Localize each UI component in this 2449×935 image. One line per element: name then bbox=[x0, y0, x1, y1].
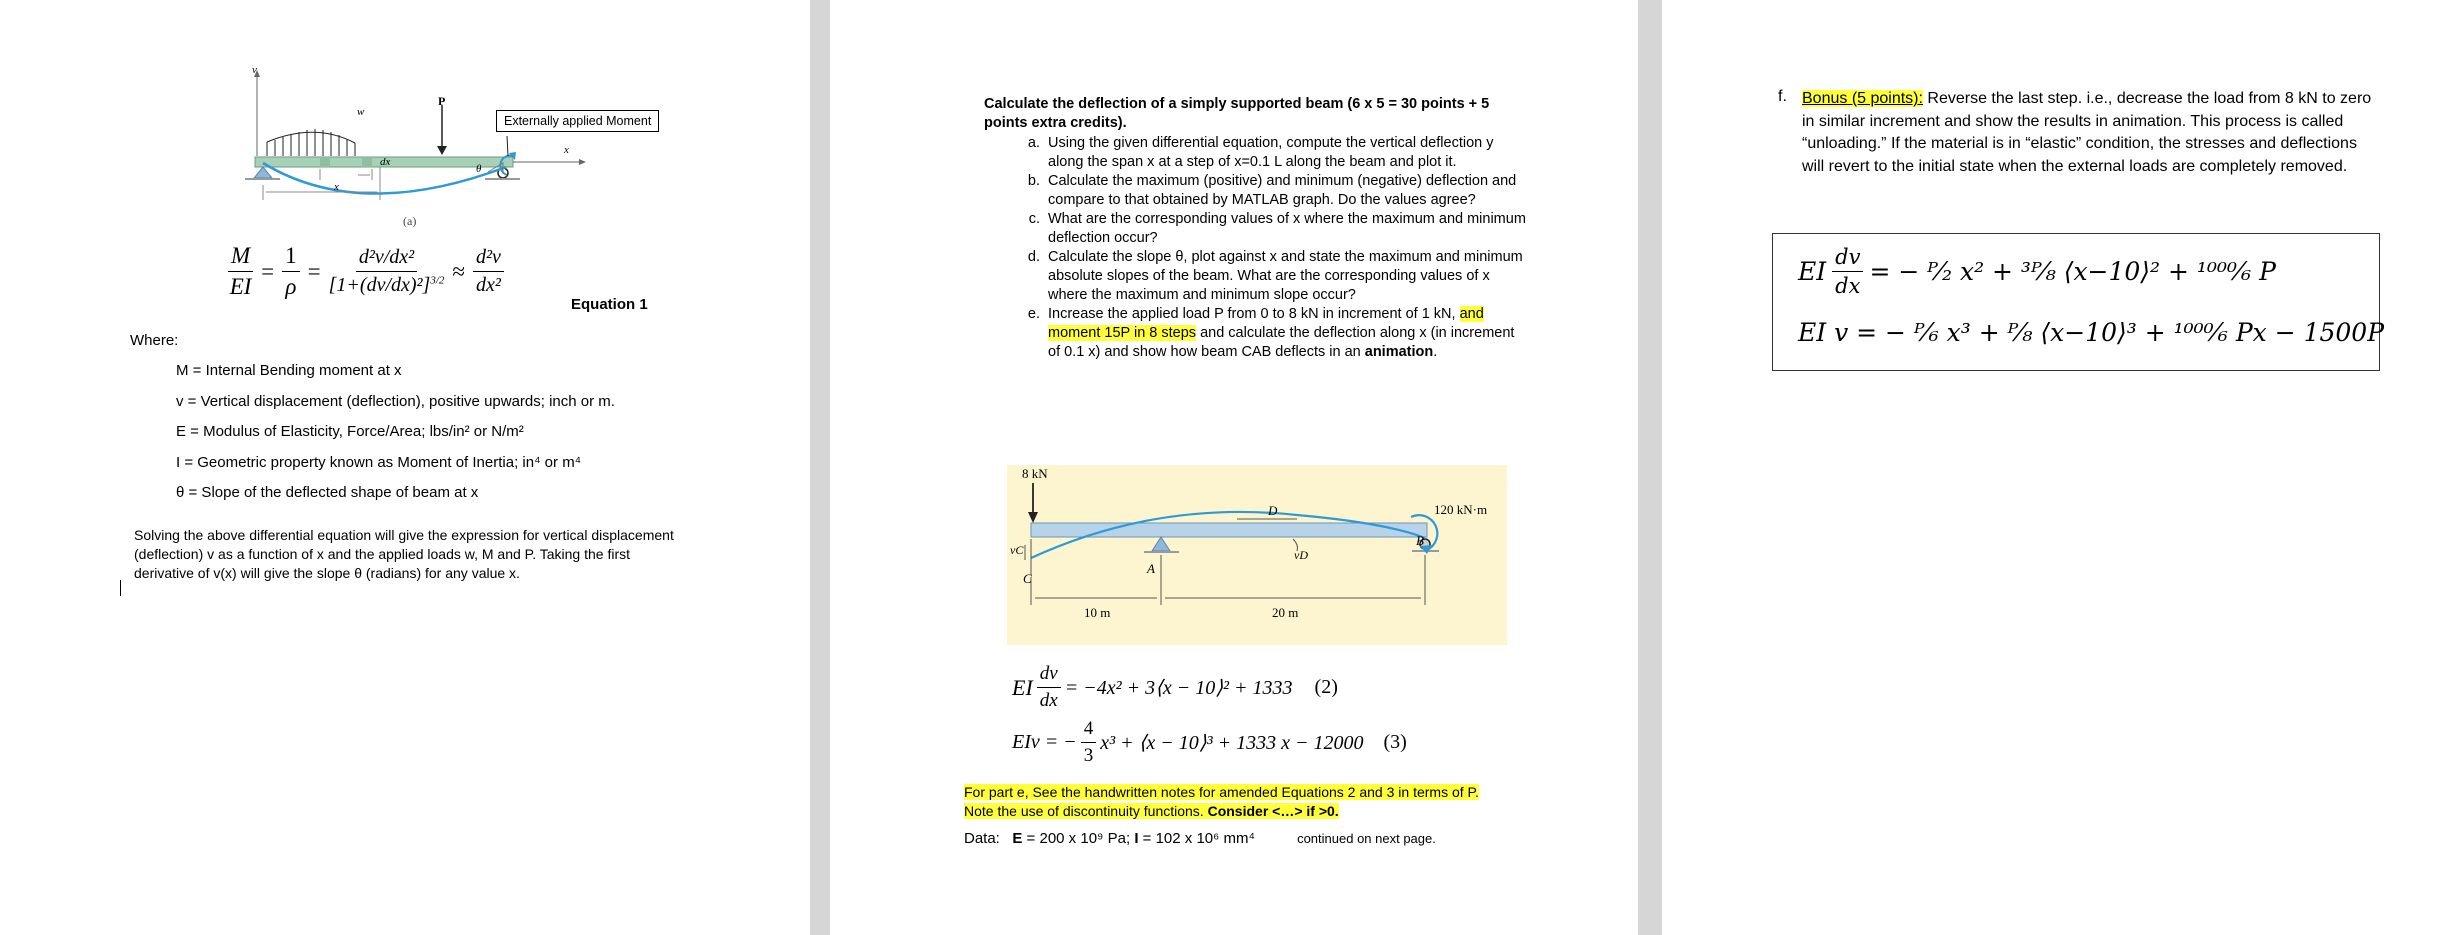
fig-label-x-dim: x bbox=[334, 181, 339, 193]
solving-paragraph: Solving the above differential equation will give the expression for vertical displacement (deflection) v as a function of x and the applied loads w, M and P. Taking the first derivative of v(x) will give the slope θ (radians) for any value x. bbox=[134, 527, 674, 581]
equation-1 bbox=[228, 243, 504, 300]
figure-caption: (a) bbox=[403, 214, 417, 228]
fig2-label-C: C bbox=[1023, 571, 1032, 586]
definition-item: θ = Slope of the deflected shape of beam at x bbox=[176, 484, 479, 501]
fig-label-v: v bbox=[252, 64, 257, 76]
bonus-highlight: Bonus (5 points): bbox=[1802, 90, 1923, 107]
definition-item: M = Internal Bending moment at x bbox=[176, 362, 402, 379]
eq1-exponent: 3/2 bbox=[430, 274, 445, 287]
equation-1-label: Equation 1 bbox=[571, 296, 648, 313]
problem-title: Calculate the deflection of a simply supported beam (6 x 5 = 30 points + 5 points extra credits). bbox=[984, 96, 1490, 131]
externally-applied-moment-box: Externally applied Moment bbox=[496, 110, 659, 132]
eq1-equals-2: = bbox=[307, 258, 321, 284]
eq1-main-fraction: $\frac{\text{d²v/dx²}}{[1+(dv/dx)^2]^{3/2}}$ bbox=[328, 246, 445, 296]
fig2-moment-label: 120 kN·m bbox=[1434, 502, 1488, 517]
document-page-2 bbox=[830, 0, 1638, 935]
question-item-e: e. Increase the applied load P from 0 to 8 kN in increment of 1 kN, and moment 15P in 8 steps and calculate the deflection along x (in increment of 0.1 x) and show how beam CAB deflects in an animation. bbox=[1044, 305, 1529, 362]
definition-item: I = Geometric property known as Moment of Inertia; in⁴ or m⁴ bbox=[176, 453, 582, 471]
eq3-number: (3) bbox=[1383, 731, 1407, 753]
eq1-equals-1: = bbox=[261, 258, 275, 284]
hand-eq1-derivative: $\frac{dv}{dx}$ bbox=[1832, 245, 1863, 298]
data-line: Data: E = 200 x 10⁹ Pa; I = 102 x 10⁶ mm⁴ continued on next page. bbox=[964, 830, 1436, 847]
handwritten-equation-2: EI v = − ᴾ⁄₆ x³ + ᴾ⁄₈ ⟨x−10⟩³ + ¹⁰⁰⁰⁄₆ Px − 1500P bbox=[1798, 318, 2385, 347]
document-page-3 bbox=[1662, 0, 2449, 935]
definition-item: E = Modulus of Elasticity, Force/Area; lbs/in² or N/m² bbox=[176, 423, 524, 440]
eq3-fraction: $\frac{4}{3}$ bbox=[1081, 718, 1097, 767]
definitions-list bbox=[176, 362, 796, 515]
fig2-label-vD: vD bbox=[1294, 548, 1308, 562]
fig-label-theta: θ bbox=[476, 163, 482, 175]
fig-label-x-axis: x bbox=[564, 144, 569, 156]
eq1-lhs-fraction: $\frac{M}{EI}$ bbox=[229, 243, 252, 299]
beam-diagram-figure bbox=[220, 60, 660, 235]
fig2-label-vC: vC bbox=[1010, 543, 1024, 557]
fig-label-w: w bbox=[357, 106, 365, 118]
eq2-derivative: $\frac{dv}{dx}$ bbox=[1037, 663, 1061, 712]
definition-item: v = Vertical displacement (deflection), positive upwards; inch or m. bbox=[176, 392, 615, 410]
equation-2: EI $\frac{dv}{dx}$ = −4x² + 3⟨x − 10⟩² + 1333 (2) bbox=[1012, 663, 1338, 711]
eq1-rhs-fraction: $\frac{\text{d²v}}{\text{dx²}}$ bbox=[473, 246, 504, 297]
question-item-d: d. Calculate the slope θ, plot against x and state the maximum and minimum absolute slopes of the beam. What are the corresponding values of x where the maximum and minimum slope occur? bbox=[1044, 248, 1529, 305]
fig-label-dx: dx bbox=[380, 156, 391, 168]
page-gap-right bbox=[1638, 0, 1662, 935]
bonus-paragraph: Bonus (5 points): Reverse the last step. i.e., decrease the load from 8 kN to zero in similar increment and show the results in animation. This process is called “unloading.” If the material is in “elastic” condition, the stresses and deflections will revert to the initial state when the external loads are completely removed. bbox=[1802, 90, 2372, 175]
question-item-a: a. Using the given differential equation, compute the vertical deflection y along the span x at a step of x=0.1 L along the beam and plot it. bbox=[1044, 134, 1529, 172]
question-list bbox=[1002, 134, 1529, 362]
fig-label-P: P bbox=[438, 94, 446, 108]
equation-3: EIv = − $\frac{4}{3}$ x³ + ⟨x − 10⟩³ + 1333 x − 12000 (3) bbox=[1012, 718, 1407, 766]
fig2-load-label: 8 kN bbox=[1022, 466, 1048, 481]
eq1-approx: ≈ bbox=[452, 258, 466, 284]
part-e-note: For part e, See the handwritten notes for amended Equations 2 and 3 in terms of P. Note the use of discontinuity functions. Consider <…> if >0. bbox=[964, 784, 1479, 819]
fig2-label-B: B bbox=[1416, 533, 1424, 548]
eq2-number: (2) bbox=[1314, 676, 1338, 698]
eq1-rho-fraction: $\frac{1}{\rho}$ bbox=[282, 243, 300, 300]
fig2-label-D: D bbox=[1268, 503, 1278, 518]
text-cursor bbox=[120, 580, 121, 596]
continued-note: continued on next page. bbox=[1297, 831, 1436, 846]
highlight-moment-steps: and moment 15P in 8 steps bbox=[1048, 306, 1484, 341]
question-item-b: b. Calculate the maximum (positive) and minimum (negative) deflection and compare to that obtained by MATLAB graph. Do the values agree? bbox=[1044, 172, 1529, 210]
fig2-label-A: A bbox=[1147, 561, 1155, 576]
fig2-dim-10m: 10 m bbox=[1084, 605, 1111, 620]
fig2-dim-20m: 20 m bbox=[1272, 605, 1299, 620]
page-gap-left bbox=[810, 0, 830, 935]
item-f-label: f. bbox=[1778, 88, 1787, 105]
where-label: Where: bbox=[130, 332, 179, 349]
handwritten-equation-1: EI $\frac{dv}{dx}$ = − ᴾ⁄₂ x² + ³ᴾ⁄₈ ⟨x−10⟩² + ¹⁰⁰⁰⁄₆ P bbox=[1798, 245, 2276, 298]
document-page-1 bbox=[0, 0, 810, 935]
question-item-c: c. What are the corresponding values of x where the maximum and minimum deflection occur? bbox=[1044, 210, 1529, 248]
